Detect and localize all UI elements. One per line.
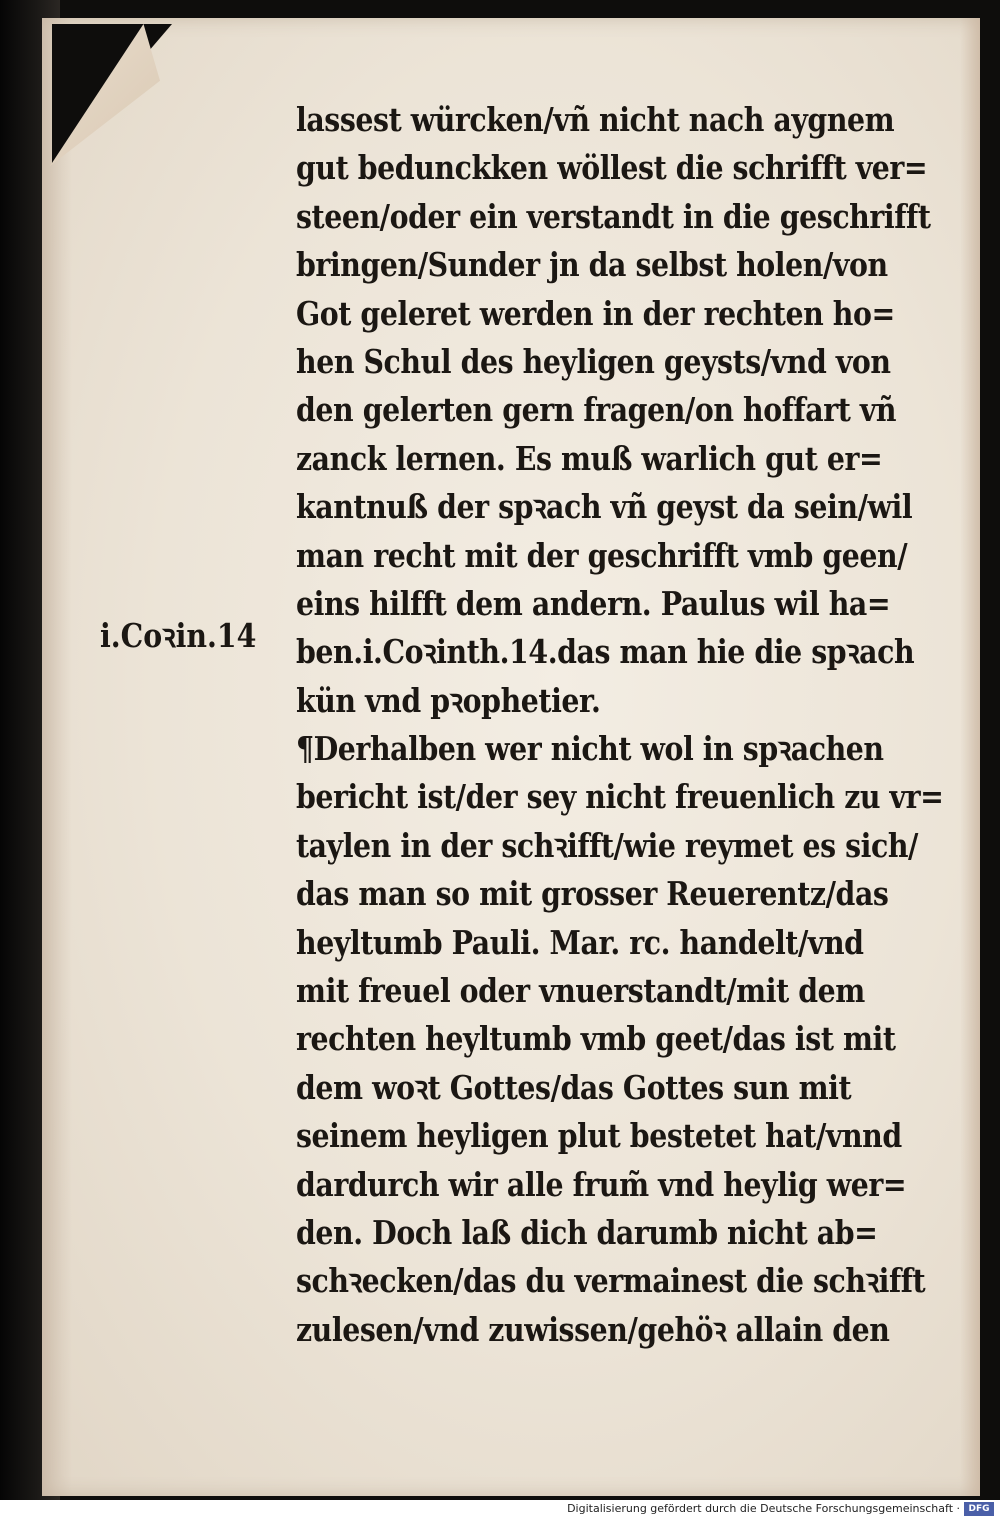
text-line: zulesen/vnd zuwissen/gehöꝛ allain den xyxy=(296,1309,890,1349)
dfg-logo: DFG xyxy=(964,1502,994,1516)
text-line: das man so mit grosser Reuerentz/das xyxy=(296,874,889,914)
text-line: dardurch wir alle frum̃ vnd heylig wer= xyxy=(296,1164,907,1204)
text-line: den gelerten gern fragen/on hoffart vñ xyxy=(296,390,897,430)
text-line: seinem heyligen plut bestetet hat/vnnd xyxy=(296,1116,902,1156)
text-line: kün vnd pꝛophetier. xyxy=(296,680,601,720)
marginal-note: i.Coꝛin.14 xyxy=(100,616,257,655)
page-shadow-left xyxy=(42,18,72,1496)
text-line: lassest würcken/vñ nicht nach aygnem xyxy=(296,100,895,139)
main-text-block xyxy=(296,96,960,1354)
text-line: hen Schul des heyligen geysts/vnd von xyxy=(296,341,891,381)
text-line: dem woꝛt Gottes/das Gottes sun mit xyxy=(296,1067,852,1107)
text-line: schꝛecken/das du vermainest die schꝛifft xyxy=(296,1261,926,1301)
text-line: ¶Derhalben wer nicht wol in spꝛachen xyxy=(296,729,884,769)
text-line: gut bedunckken wöllest die schrifft ver= xyxy=(296,148,928,188)
text-line: kantnuß der spꝛach vñ geyst da sein/wil xyxy=(296,487,913,527)
text-line: bericht ist/der sey nicht freuenlich zu vr= xyxy=(296,777,944,817)
text-line: heyltumb Pauli. Mar. rc. handelt/vnd xyxy=(296,922,864,962)
page-shadow-right xyxy=(960,18,980,1496)
text-line: bringen/Sunder jn da selbst holen/von xyxy=(296,245,888,285)
funding-credit: Digitalisierung gefördert durch die Deutsche Forschungsgemeinschaft · xyxy=(567,1502,960,1515)
text-line: ben.i.Coꝛinth.14.das man hie die spꝛach xyxy=(296,632,915,672)
text-line: man recht mit der geschrifft vmb geen/ xyxy=(296,535,908,575)
text-line: rechten heyltumb vmb geet/das ist mit xyxy=(296,1019,896,1059)
text-line: steen/oder ein verstandt in die geschrifft xyxy=(296,196,931,236)
text-line: taylen in der schꝛifft/wie reymet es sich/ xyxy=(296,825,919,865)
text-line: Got geleret werden in der rechten ho= xyxy=(296,293,895,333)
text-line: den. Doch laß dich darumb nicht ab= xyxy=(296,1212,878,1252)
text-line: mit freuel oder vnuerstandt/mit dem xyxy=(296,971,865,1011)
text-line: zanck lernen. Es muß warlich gut er= xyxy=(296,438,883,478)
text-line: eins hilfft dem andern. Paulus wil ha= xyxy=(296,583,891,623)
